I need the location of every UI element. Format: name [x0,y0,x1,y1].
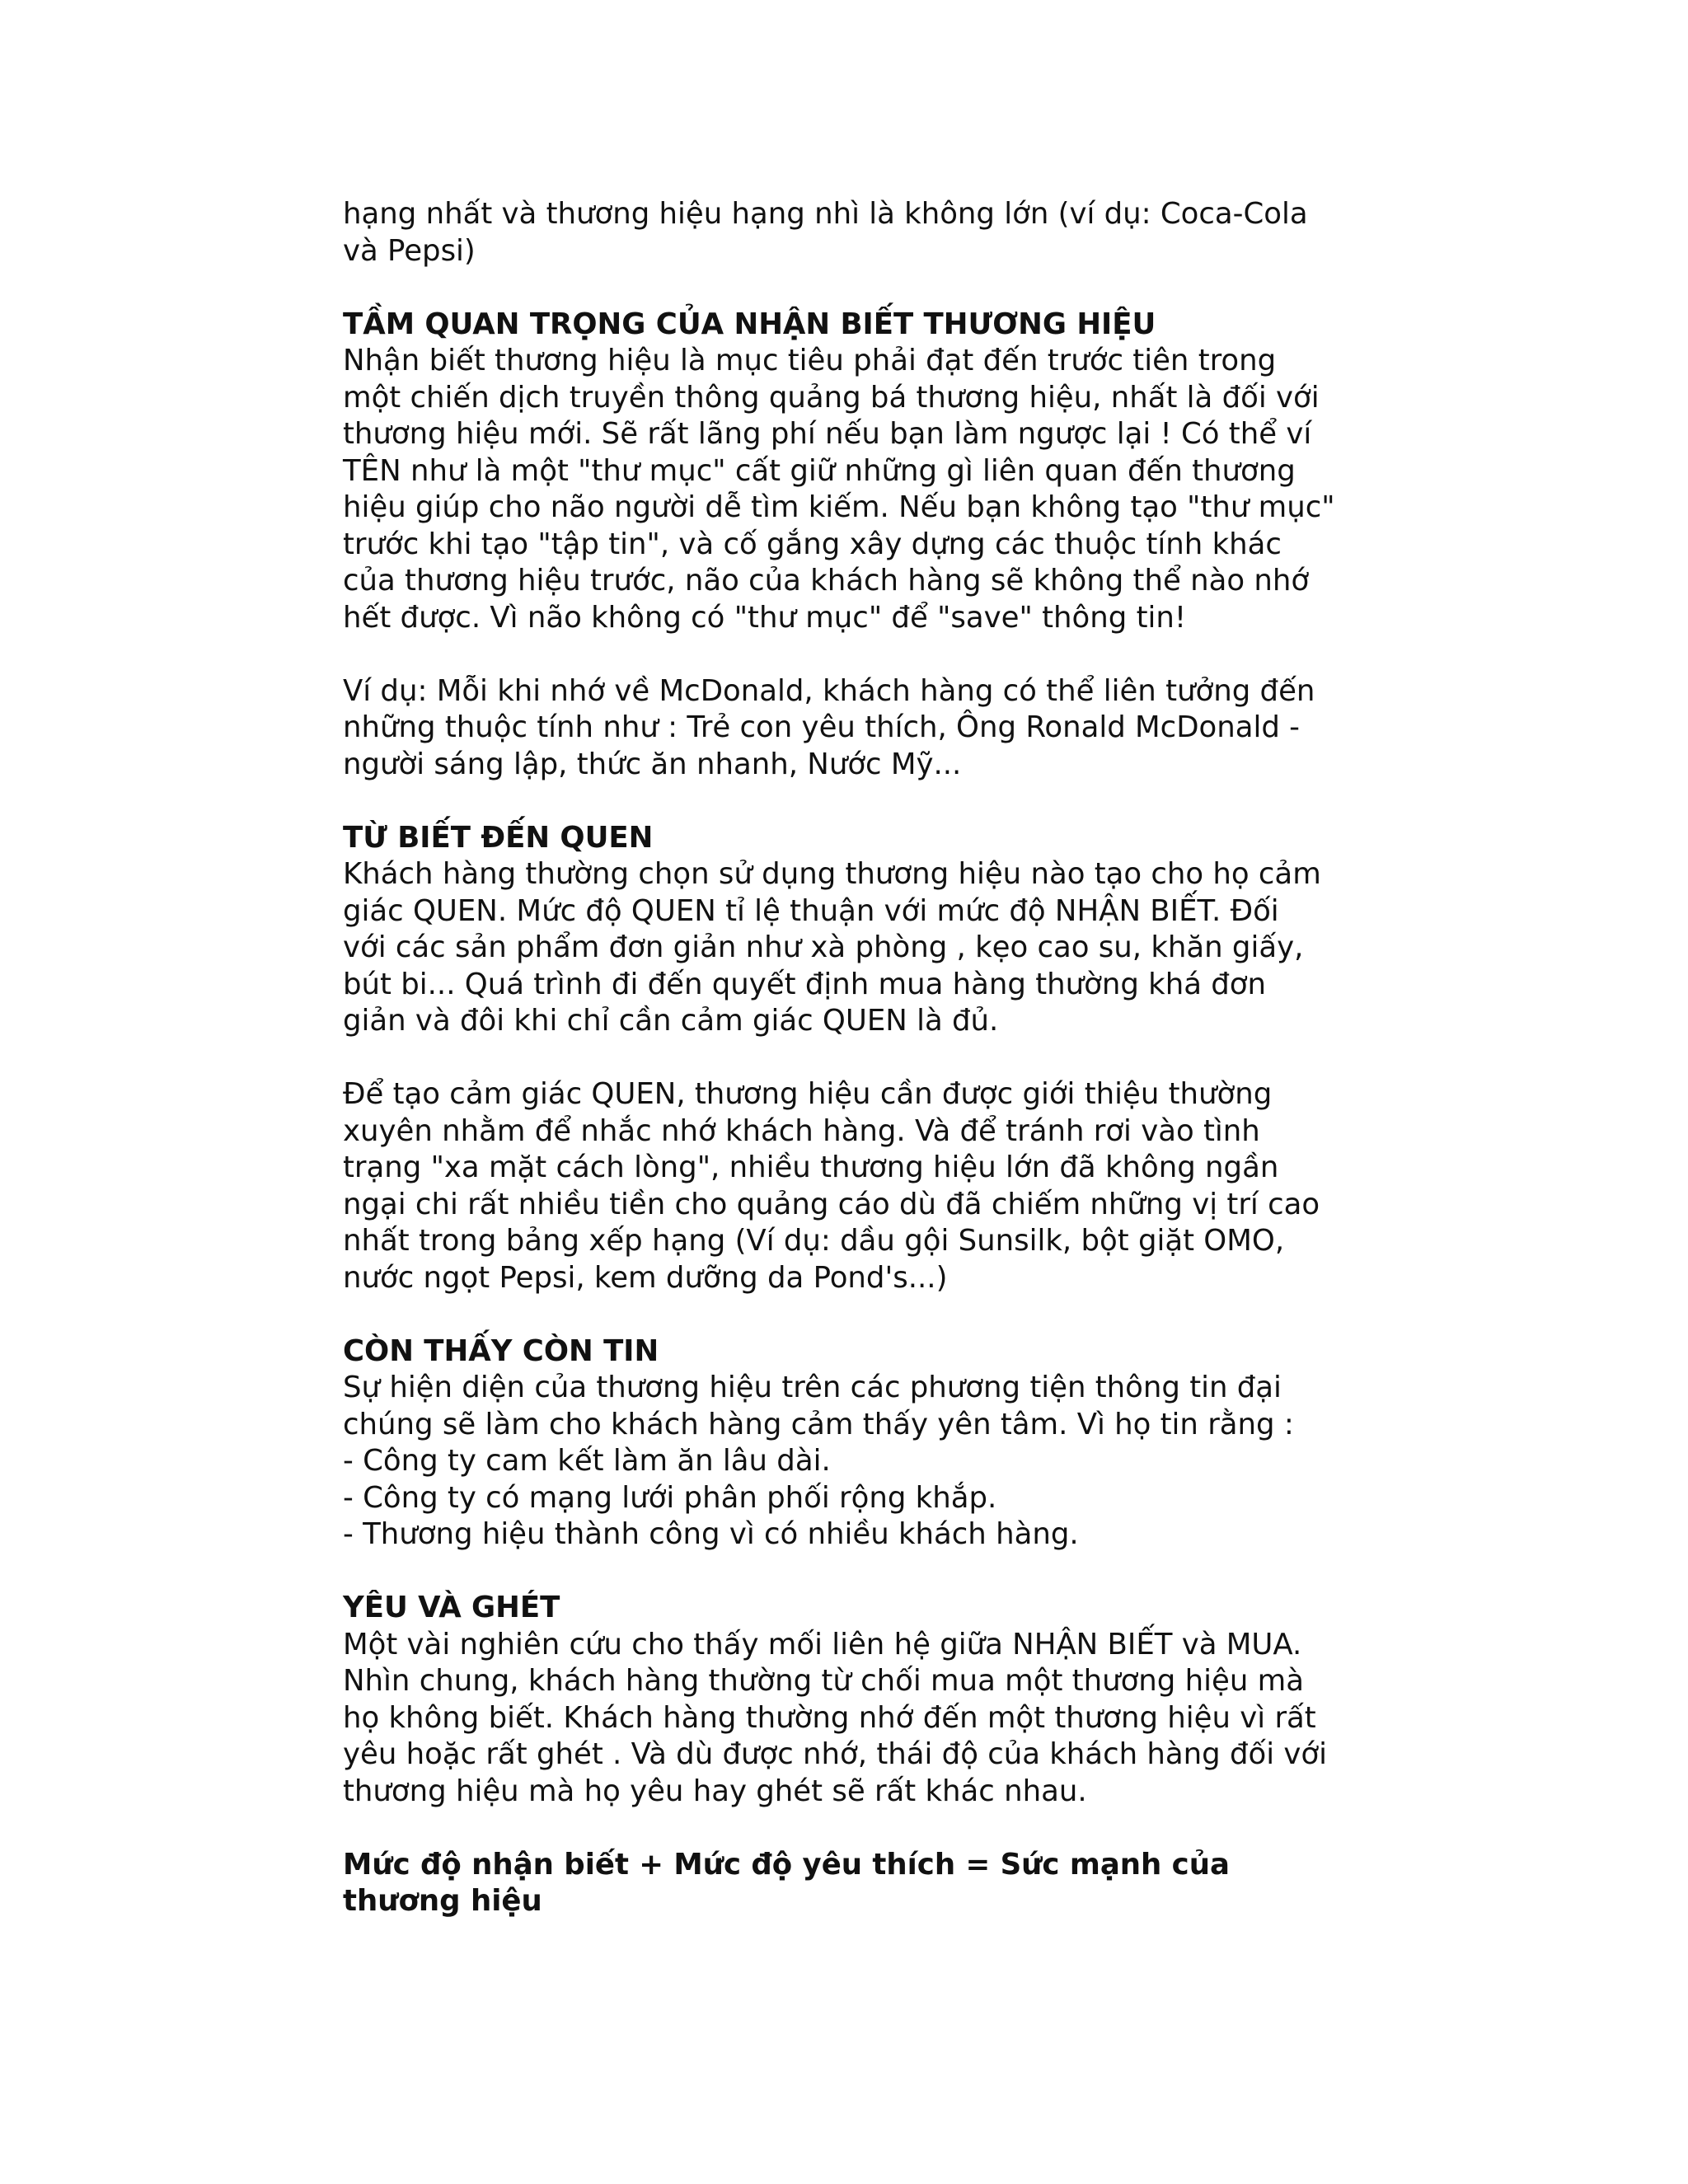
text-line: chúng sẽ làm cho khách hàng cảm thấy yên tâm. Vì họ tin rằng : [343,1407,1294,1441]
text-line: yêu hoặc rất ghét . Và dù được nhớ, thái độ của khách hàng đối với [343,1737,1327,1771]
text-line: Một vài nghiên cứu cho thấy mối liên hệ giữa NHẬN BIẾT và MUA. [343,1627,1302,1661]
paragraph-importance [343,343,1381,636]
text-line: ngại chi rất nhiều tiền cho quảng cáo dù đã chiếm những vị trí cao [343,1187,1320,1221]
heading-line: CÒN THẤY CÒN TIN [343,1333,659,1368]
paragraph-trust [343,1370,1381,1554]
text-line: Nhìn chung, khách hàng thường từ chối mua một thương hiệu mà [343,1664,1304,1698]
text-line: người sáng lập, thức ăn nhanh, Nước Mỹ... [343,747,962,781]
paragraph-gap [343,1810,1381,1847]
text-line: giác QUEN. Mức độ QUEN tỉ lệ thuận với mức độ NHẬN BIẾT. Đối [343,893,1279,928]
text-line: trạng "xa mặt cách lòng", nhiều thương hiệu lớn đã không ngần [343,1151,1279,1184]
section-heading-familiar [343,820,1381,857]
heading-line: YÊU VÀ GHÉT [343,1591,560,1624]
text-line: TÊN như là một "thư mục" cất giữ những gì liên quan đến thương [343,453,1296,488]
document-page [343,196,1381,1920]
text-line: giản và đôi khi chỉ cần cảm giác QUEN là đủ. [343,1004,999,1038]
text-line: bút bi... Quá trình đi đến quyết định mua hàng thường khá đơn [343,967,1267,1001]
formula-heading [343,1847,1381,1920]
section-heading-love-hate [343,1590,1381,1627]
section-heading-importance [343,307,1381,344]
heading-line: TẦM QUAN TRỌNG CỦA NHẬN BIẾT THƯƠNG HIỆU [343,307,1156,341]
text-line: trước khi tạo "tập tin", và cố gắng xây dựng các thuộc tính khác [343,527,1282,561]
text-line: hạng nhất và thương hiệu hạng nhì là không lớn (ví dụ: Coca-Cola [343,197,1308,231]
list-item: - Thương hiệu thành công vì có nhiều khách hàng. [343,1517,1079,1551]
paragraph-gap [343,1554,1381,1591]
paragraph-familiar [343,856,1381,1040]
text-line: một chiến dịch truyền thông quảng bá thương hiệu, nhất là đối với [343,380,1320,415]
text-line: Sự hiện diện của thương hiệu trên các phương tiện thông tin đại [343,1371,1282,1404]
heading-line: thương hiệu [343,1884,542,1918]
heading-line: TỪ BIẾT ĐẾN QUEN [343,820,654,855]
text-line: Khách hàng thường chọn sử dụng thương hiệu nào tạo cho họ cảm [343,857,1321,891]
text-line: với các sản phẩm đơn giản như xà phòng , kẹo cao su, khăn giấy, [343,930,1304,964]
paragraph-intro [343,196,1381,269]
text-line: thương hiệu mà họ yêu hay ghét sẽ rất khác nhau. [343,1774,1087,1808]
list-item: - Công ty cam kết làm ăn lâu dài. [343,1444,831,1478]
paragraph-advertising [343,1076,1381,1296]
text-line: xuyên nhằm để nhắc nhớ khách hàng. Và để tránh rơi vào tình [343,1113,1260,1148]
paragraph-gap [343,269,1381,307]
text-line: Ví dụ: Mỗi khi nhớ về McDonald, khách hàng có thể liên tưởng đến [343,673,1315,708]
text-line: nước ngọt Pepsi, kem dưỡng da Pond's...) [343,1260,948,1295]
paragraph-gap [343,1296,1381,1333]
text-line: những thuộc tính như : Trẻ con yêu thích, Ông Ronald McDonald - [343,710,1300,744]
paragraph-mcdonald-example [343,673,1381,784]
text-line: họ không biết. Khách hàng thường nhớ đến một thương hiệu vì rất [343,1700,1316,1735]
text-line: của thương hiệu trước, não của khách hàng sẽ không thể nào nhớ [343,564,1310,598]
paragraph-gap [343,1040,1381,1077]
text-line: thương hiệu mới. Sẽ rất lãng phí nếu bạn làm ngược lại ! Có thể ví [343,417,1312,451]
list-item: - Công ty có mạng lưới phân phối rộng khắp. [343,1480,997,1515]
section-heading-trust [343,1333,1381,1371]
text-line: nhất trong bảng xếp hạng (Ví dụ: dầu gội Sunsilk, bột giặt OMO, [343,1224,1285,1258]
paragraph-gap [343,783,1381,820]
text-line: hiệu giúp cho não người dễ tìm kiếm. Nếu bạn không tạo "thư mục" [343,490,1335,524]
paragraph-love-hate [343,1627,1381,1811]
text-line: hết được. Vì não không có "thư mục" để "save" thông tin! [343,600,1187,635]
text-line: và Pepsi) [343,233,476,268]
text-line: Để tạo cảm giác QUEN, thương hiệu cần được giới thiệu thường [343,1077,1273,1111]
text-line: Nhận biết thương hiệu là mục tiêu phải đạt đến trước tiên trong [343,344,1277,377]
heading-line: Mức độ nhận biết + Mức độ yêu thích = Sức mạnh của [343,1847,1230,1882]
paragraph-gap [343,636,1381,673]
